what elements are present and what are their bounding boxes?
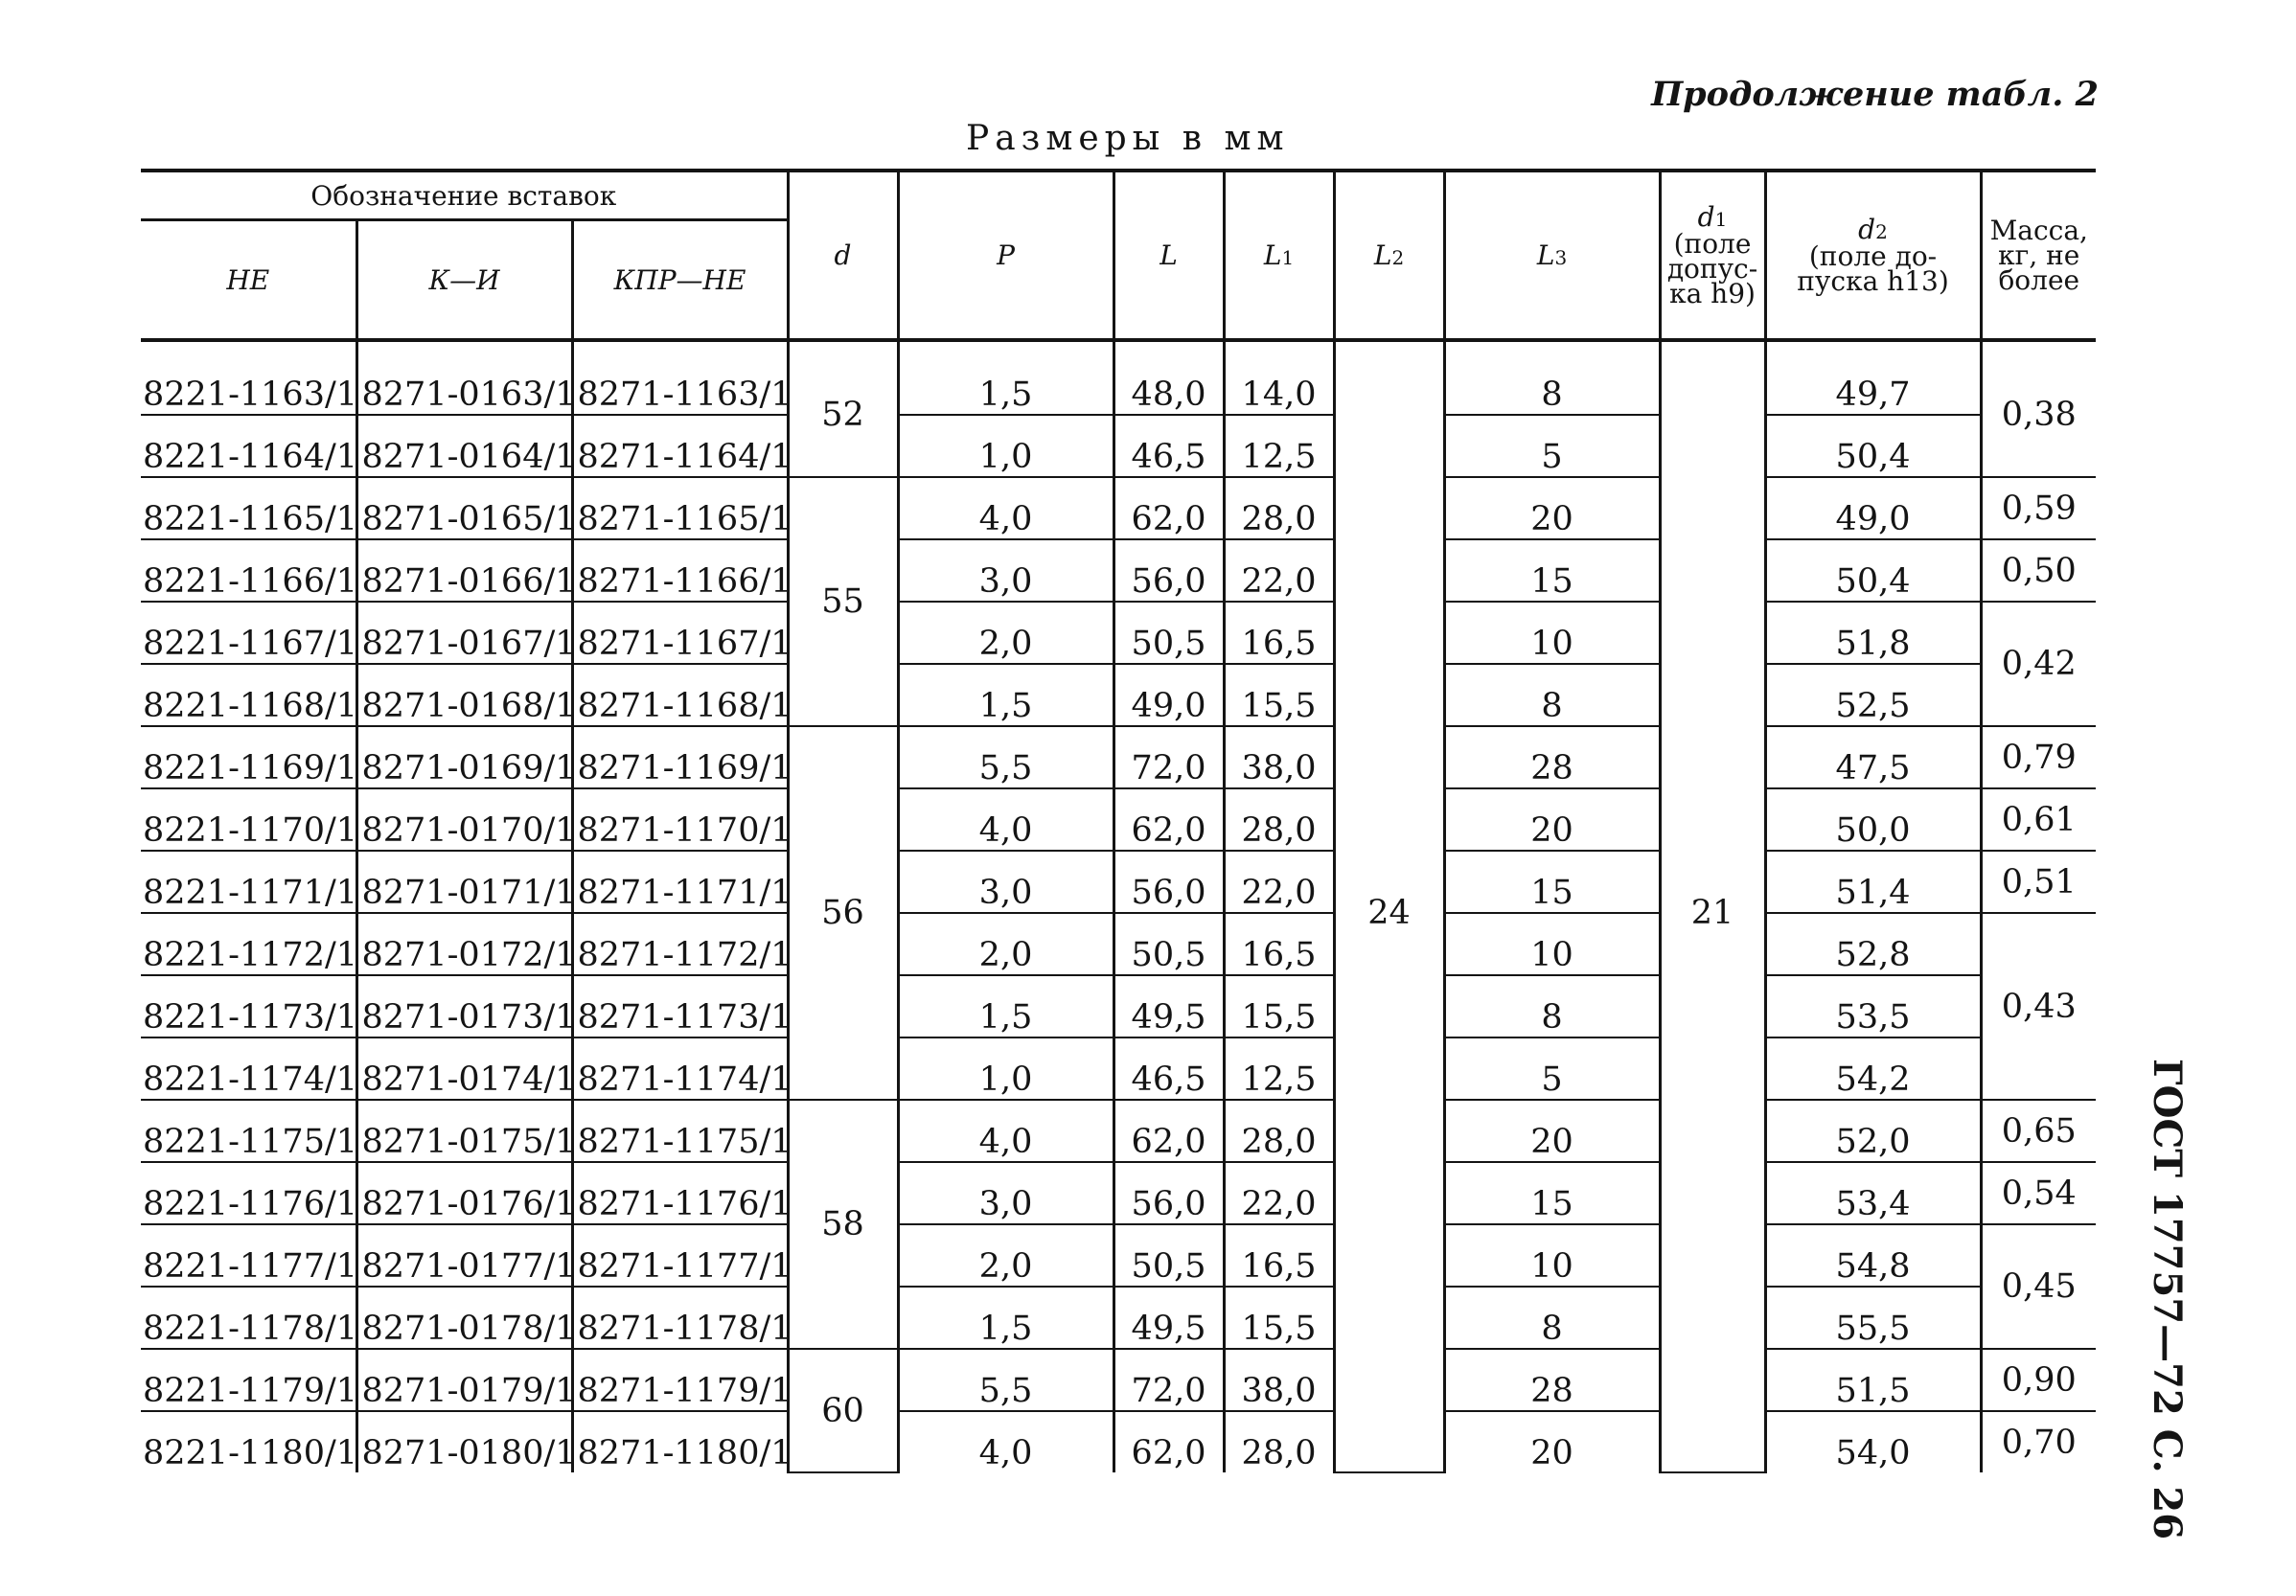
cell-mass: 0,45: [1981, 1224, 2096, 1349]
cell-l1: 28,0: [1224, 477, 1334, 539]
cell-p: 4,0: [898, 1100, 1114, 1162]
cell-kprne: 8271-1169/1: [572, 726, 788, 788]
table-row: [141, 788, 2096, 851]
cell-kprne: 8271-1180/1: [572, 1411, 788, 1472]
cell-l1: 28,0: [1224, 788, 1334, 851]
cell-d: 55: [788, 477, 898, 726]
table-row: [141, 664, 2096, 726]
cell-l: 56,0: [1114, 1162, 1224, 1224]
cell-l: 50,5: [1114, 1224, 1224, 1287]
cell-kprne: 8271-1166/1: [572, 539, 788, 602]
cell-ne: 8221-1164/1: [141, 415, 356, 477]
cell-p: 3,0: [898, 539, 1114, 602]
cell-l1: 16,5: [1224, 1224, 1334, 1287]
cell-l: 50,5: [1114, 913, 1224, 975]
table-row: [141, 353, 2096, 415]
cell-l: 49,0: [1114, 664, 1224, 726]
table-row: [141, 975, 2096, 1037]
cell-l: 49,5: [1114, 975, 1224, 1037]
cell-l2-shared: 24: [1334, 353, 1444, 1472]
cell-ki: 8271-0174/1: [356, 1037, 572, 1100]
cell-d2: 51,5: [1765, 1349, 1981, 1411]
cell-p: 3,0: [898, 851, 1114, 913]
cell-ne: 8221-1163/1: [141, 353, 356, 415]
cell-l: 49,5: [1114, 1287, 1224, 1349]
cell-l3: 20: [1444, 477, 1660, 539]
cell-p: 1,0: [898, 1037, 1114, 1100]
cell-d2: 52,0: [1765, 1100, 1981, 1162]
cell-l1: 38,0: [1224, 726, 1334, 788]
cell-l: 72,0: [1114, 1349, 1224, 1411]
cell-l3: 28: [1444, 726, 1660, 788]
cell-d2: 50,0: [1765, 788, 1981, 851]
cell-mass: 0,90: [1981, 1349, 2096, 1411]
cell-p: 4,0: [898, 788, 1114, 851]
table-row: [141, 1037, 2096, 1100]
cell-kprne: 8271-1171/1: [572, 851, 788, 913]
cell-p: 1,5: [898, 353, 1114, 415]
cell-ki: 8271-0171/1: [356, 851, 572, 913]
insert-designation-header: Обозначение вставок: [141, 171, 788, 220]
cell-mass: 0,65: [1981, 1100, 2096, 1162]
col-l3-header: L3: [1444, 171, 1660, 340]
cell-ne: 8221-1179/1: [141, 1349, 356, 1411]
cell-l1: 22,0: [1224, 539, 1334, 602]
cell-d: 60: [788, 1349, 898, 1472]
cell-l1: 38,0: [1224, 1349, 1334, 1411]
cell-ne: 8221-1167/1: [141, 602, 356, 664]
cell-l1: 15,5: [1224, 1287, 1334, 1349]
cell-l3: 15: [1444, 539, 1660, 602]
table-row: [141, 1224, 2096, 1287]
cell-p: 2,0: [898, 913, 1114, 975]
cell-l: 46,5: [1114, 1037, 1224, 1100]
cell-d: 52: [788, 353, 898, 477]
cell-kprne: 8271-1172/1: [572, 913, 788, 975]
cell-ne: 8221-1165/1: [141, 477, 356, 539]
cell-l1: 28,0: [1224, 1100, 1334, 1162]
cell-d2: 54,8: [1765, 1224, 1981, 1287]
cell-kprne: 8271-1176/1: [572, 1162, 788, 1224]
cell-ki: 8271-0175/1: [356, 1100, 572, 1162]
col-kprne-header: КПР—НЕ: [572, 220, 788, 341]
cell-l1: 14,0: [1224, 353, 1334, 415]
table-row: [141, 539, 2096, 602]
cell-ne: 8221-1180/1: [143, 1434, 358, 1472]
cell-ki: 8271-0179/1: [356, 1349, 572, 1411]
col-mass-header: Масса, кг, не более: [1981, 171, 2096, 340]
cell-ne: 8221-1173/1: [141, 975, 356, 1037]
cell-ki: 8271-0164/1: [356, 415, 572, 477]
col-d-header: d: [788, 171, 898, 340]
cell-kprne: 8271-1165/1: [572, 477, 788, 539]
cell-l: 48,0: [1114, 353, 1224, 415]
cell-kprne: 8271-1173/1: [572, 975, 788, 1037]
cell-l3: 20: [1444, 1100, 1660, 1162]
cell-d1-shared: 21: [1660, 353, 1765, 1472]
cell-kprne: 8271-1175/1: [572, 1100, 788, 1162]
cell-l3: 8: [1444, 353, 1660, 415]
cell-d2: 53,4: [1765, 1162, 1981, 1224]
cell-kprne: 8271-1170/1: [572, 788, 788, 851]
cell-d2: 51,8: [1765, 602, 1981, 664]
cell-mass: 0,59: [1981, 477, 2096, 539]
cell-d2: 54,2: [1765, 1037, 1981, 1100]
cell-mass: 0,61: [1981, 788, 2096, 851]
cell-kprne: 8271-1167/1: [572, 602, 788, 664]
cell-p: 1,0: [898, 415, 1114, 477]
cell-ki: 8271-0177/1: [356, 1224, 572, 1287]
cell-p: 1,5: [898, 975, 1114, 1037]
cell-d2: 52,5: [1765, 664, 1981, 726]
cell-l3: 15: [1444, 851, 1660, 913]
cell-ne: 8221-1166/1: [141, 539, 356, 602]
cell-l: 56,0: [1114, 851, 1224, 913]
table-row: [141, 1162, 2096, 1224]
cell-l1: 22,0: [1224, 1162, 1334, 1224]
cell-l3: 20: [1444, 788, 1660, 851]
cell-p: 4,0: [898, 477, 1114, 539]
cell-d2: 50,4: [1765, 539, 1981, 602]
cell-ne: 8221-1175/1: [141, 1100, 356, 1162]
cell-kprne: 8271-1178/1: [572, 1287, 788, 1349]
table-row: [141, 415, 2096, 477]
cell-p: 4,0: [898, 1411, 1114, 1472]
cell-d: 56: [788, 726, 898, 1100]
cell-l1: 12,5: [1224, 415, 1334, 477]
cell-ki: 8271-0168/1: [356, 664, 572, 726]
page-reference: ГОСТ 17757—72 С. 26: [2145, 1059, 2190, 1540]
cell-l: 50,5: [1114, 602, 1224, 664]
cell-l3: 10: [1444, 1224, 1660, 1287]
col-p-header: P: [898, 171, 1114, 340]
col-d2-header: d2 (поле до-пуска h13): [1765, 171, 1981, 340]
cell-kprne: 8271-1174/1: [572, 1037, 788, 1100]
cell-l3: 5: [1444, 1037, 1660, 1100]
cell-d2: 55,5: [1765, 1287, 1981, 1349]
spacer-row: [141, 340, 2096, 353]
cell-p: 5,5: [898, 1349, 1114, 1411]
table-row: [141, 913, 2096, 975]
table-row: [141, 1349, 2096, 1411]
cell-p: 1,5: [898, 664, 1114, 726]
cell-ki: 8271-0173/1: [356, 975, 572, 1037]
cell-d2: 54,0: [1765, 1411, 1981, 1472]
cell-ne: 8221-1171/1: [141, 851, 356, 913]
cell-mass: 0,70: [1981, 1411, 2096, 1472]
cell-kprne: 8271-1168/1: [572, 664, 788, 726]
cell-l3: 8: [1444, 664, 1660, 726]
cell-p: 2,0: [898, 602, 1114, 664]
cell-kprne: 8271-1179/1: [572, 1349, 788, 1411]
units-caption: Размеры в мм: [966, 119, 1290, 158]
cell-d2: 47,5: [1765, 726, 1981, 788]
cell-l: 72,0: [1114, 726, 1224, 788]
cell-ki: 8271-0170/1: [356, 788, 572, 851]
table-continuation-label: Продолжение табл. 2: [1651, 75, 2099, 114]
cell-ne: 8221-1176/1: [141, 1162, 356, 1224]
cell-d2: 49,0: [1765, 477, 1981, 539]
cell-l: 62,0: [1114, 1100, 1224, 1162]
cell-ne: 8221-1174/1: [141, 1037, 356, 1100]
cell-l3: 10: [1444, 602, 1660, 664]
cell-d2: 50,4: [1765, 415, 1981, 477]
table-row: [141, 726, 2096, 788]
cell-l1: 15,5: [1224, 664, 1334, 726]
cell-p: 3,0: [898, 1162, 1114, 1224]
table-row: [141, 1100, 2096, 1162]
cell-l: 46,5: [1114, 415, 1224, 477]
cell-ki: 8271-0167/1: [356, 602, 572, 664]
cell-mass: 0,42: [1981, 602, 2096, 726]
cell-l: 56,0: [1114, 539, 1224, 602]
table-row: [141, 851, 2096, 913]
col-d1-header: d1 (поле допус-ка h9): [1660, 171, 1765, 340]
cell-l1: 16,5: [1224, 913, 1334, 975]
cell-l3: 5: [1444, 415, 1660, 477]
cell-l1: 22,0: [1224, 851, 1334, 913]
cell-l3: 28: [1444, 1349, 1660, 1411]
table-row: [141, 1411, 2096, 1472]
cell-ki: 8271-0178/1: [356, 1287, 572, 1349]
cell-kprne: 8271-1163/1: [572, 353, 788, 415]
cell-d2: 51,4: [1765, 851, 1981, 913]
col-l-header: L: [1114, 171, 1224, 340]
cell-d2: 52,8: [1765, 913, 1981, 975]
cell-mass: 0,54: [1981, 1162, 2096, 1224]
cell-ne: 8221-1168/1: [141, 664, 356, 726]
cell-ne: 8221-1172/1: [141, 913, 356, 975]
cell-l3: 10: [1444, 913, 1660, 975]
cell-d2: 53,5: [1765, 975, 1981, 1037]
col-ne-header: НЕ: [141, 220, 356, 341]
cell-l1: 12,5: [1224, 1037, 1334, 1100]
cell-ki: 8271-0172/1: [356, 913, 572, 975]
cell-l: 62,0: [1114, 1411, 1224, 1472]
cell-l1: 15,5: [1224, 975, 1334, 1037]
cell-l3: 8: [1444, 1287, 1660, 1349]
cell-ne: 8221-1170/1: [141, 788, 356, 851]
cell-l1: 28,0: [1224, 1411, 1334, 1472]
table-body: [141, 340, 2096, 1472]
cell-ki: 8271-0165/1: [356, 477, 572, 539]
cell-l3: 15: [1444, 1162, 1660, 1224]
table-row: [141, 1287, 2096, 1349]
cell-mass: 0,50: [1981, 539, 2096, 602]
cell-mass: 0,51: [1981, 851, 2096, 913]
cell-p: 5,5: [898, 726, 1114, 788]
cell-kprne: 8271-1177/1: [572, 1224, 788, 1287]
cell-ki: 8271-0180/1: [356, 1411, 572, 1472]
inserts-dimensions-table: [141, 169, 2096, 1473]
cell-l3: 8: [1444, 975, 1660, 1037]
cell-ki: 8271-0166/1: [356, 539, 572, 602]
cell-kprne: 8271-1164/1: [572, 415, 788, 477]
table-row: [141, 477, 2096, 539]
cell-ki: 8271-0163/1: [356, 353, 572, 415]
cell-ki: 8271-0176/1: [356, 1162, 572, 1224]
cell-l: 62,0: [1114, 477, 1224, 539]
cell-d2: 49,7: [1765, 353, 1981, 415]
cell-l1: 16,5: [1224, 602, 1334, 664]
col-l2-header: L2: [1334, 171, 1444, 340]
cell-ne: 8221-1169/1: [141, 726, 356, 788]
cell-mass: 0,43: [1981, 913, 2096, 1100]
cell-l: 62,0: [1114, 788, 1224, 851]
cell-p: 2,0: [898, 1224, 1114, 1287]
cell-l3: 20: [1444, 1411, 1660, 1472]
cell-ne: 8221-1178/1: [141, 1287, 356, 1349]
col-ki-header: К—И: [356, 220, 572, 341]
col-l1-header: L1: [1224, 171, 1334, 340]
cell-ne: 8221-1177/1: [141, 1224, 356, 1287]
cell-mass: 0,79: [1981, 726, 2096, 788]
cell-p: 1,5: [898, 1287, 1114, 1349]
cell-ki: 8271-0169/1: [356, 726, 572, 788]
cell-mass: 0,38: [1981, 353, 2096, 477]
table-row: [141, 602, 2096, 664]
cell-d: 58: [788, 1100, 898, 1349]
